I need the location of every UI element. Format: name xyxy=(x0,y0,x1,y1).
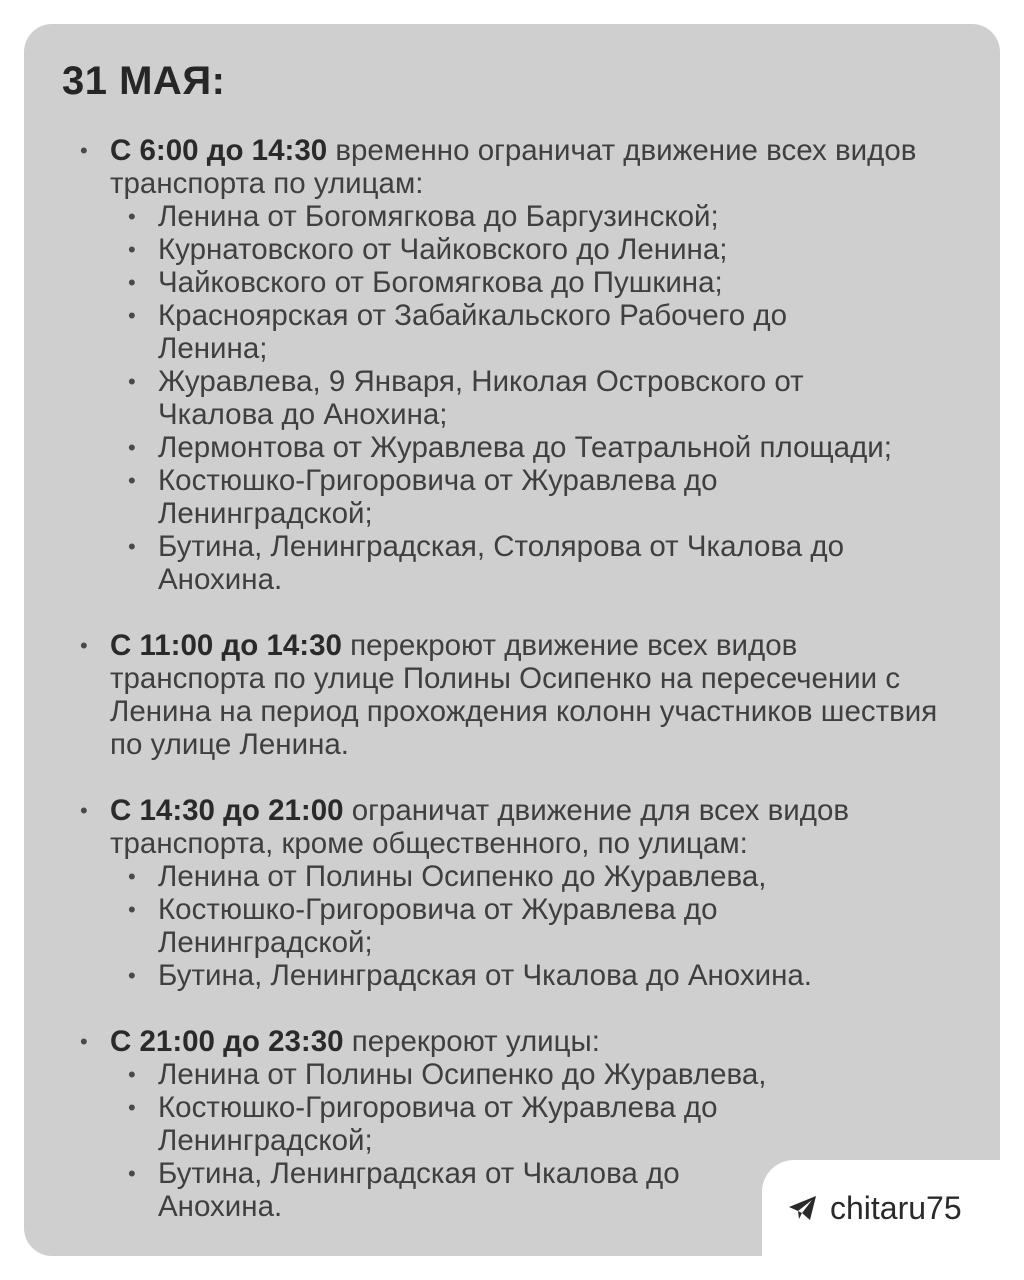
street-list xyxy=(110,860,970,992)
channel-handle: chitaru75 xyxy=(830,1190,962,1226)
time-range: С 6:00 до 14:30 xyxy=(110,134,328,167)
street-item xyxy=(110,233,970,266)
street-text: Журавлева, 9 Января, Николая Островского от Чкалова до Анохина; xyxy=(158,365,804,431)
street-item xyxy=(110,530,938,596)
bullet-icon: • xyxy=(128,534,136,559)
street-item xyxy=(110,1091,818,1157)
street-text: Костюшко-Григоровича от Журавлева до Ленинградской; xyxy=(158,464,718,530)
time-range: С 11:00 до 14:30 xyxy=(110,629,342,662)
street-item xyxy=(110,959,970,992)
bullet-icon: • xyxy=(128,435,136,460)
bullet-icon: • xyxy=(128,1161,136,1186)
street-item xyxy=(110,431,970,464)
page-title: 31 МАЯ: xyxy=(62,59,226,103)
bullet-icon: • xyxy=(80,798,88,823)
schedule-section xyxy=(0,794,970,992)
schedule-list xyxy=(0,134,1000,1256)
time-range: С 21:00 до 23:30 xyxy=(110,1025,344,1058)
section-description: перекроют улицы: xyxy=(343,1025,600,1058)
street-item xyxy=(110,1157,718,1223)
street-item xyxy=(110,1058,970,1091)
bullet-icon: • xyxy=(80,633,88,658)
section-description: временно ограничат движение всех видов транспорта по улицам: xyxy=(110,134,917,200)
bullet-icon: • xyxy=(128,204,136,229)
bullet-icon: • xyxy=(128,897,136,922)
street-text: Костюшко-Григоровича от Журавлева до Ленинградской; xyxy=(158,893,718,959)
bullet-icon: • xyxy=(128,303,136,328)
street-item xyxy=(110,893,818,959)
street-text: Бутина, Ленинградская, Столярова от Чкалова до Анохина. xyxy=(158,530,845,596)
bullet-icon: • xyxy=(128,237,136,262)
street-item xyxy=(110,200,970,233)
street-text: Костюшко-Григоровича от Журавлева до Ленинградской; xyxy=(158,1091,718,1157)
street-list xyxy=(110,200,970,596)
bullet-icon: • xyxy=(128,270,136,295)
street-text: Ленина от Богомягкова до Баргузинской; xyxy=(158,200,719,233)
street-text: Ленина от Полины Осипенко до Журавлева, xyxy=(158,1058,767,1091)
bullet-icon: • xyxy=(80,138,88,163)
bullet-icon: • xyxy=(128,1095,136,1120)
street-item xyxy=(110,464,818,530)
street-text: Курнатовского от Чайковского до Ленина; xyxy=(158,233,728,266)
street-item xyxy=(110,299,858,365)
section-description: перекроют движение всех видов транспорта по улице Полины Осипенко на пересечении с Ленина на период прохождения колонн участников шествия по улице Ленина. xyxy=(110,629,938,761)
street-text: Бутина, Ленинградская от Чкалова до Анохина. xyxy=(158,959,812,992)
street-text: Чайковского от Богомягкова до Пушкина; xyxy=(158,266,723,299)
street-item xyxy=(110,266,970,299)
channel-badge[interactable] xyxy=(762,1160,1000,1256)
telegram-plane-icon xyxy=(788,1194,818,1222)
schedule-section xyxy=(0,629,950,761)
schedule-section xyxy=(0,134,970,596)
street-item xyxy=(110,365,878,431)
bullet-icon: • xyxy=(128,1062,136,1087)
street-text: Ленина от Полины Осипенко до Журавлева, xyxy=(158,860,767,893)
street-text: Бутина, Ленинградская от Чкалова до Анохина. xyxy=(158,1157,680,1223)
bullet-icon: • xyxy=(128,963,136,988)
street-text: Красноярская от Забайкальского Рабочего до Ленина; xyxy=(158,299,788,365)
bullet-icon: • xyxy=(128,864,136,889)
street-item xyxy=(110,860,970,893)
section-description: ограничат движение для всех видов транспорта, кроме общественного, по улицам: xyxy=(110,794,850,860)
street-text: Лермонтова от Журавлева до Театральной площади; xyxy=(158,431,892,464)
time-range: С 14:30 до 21:00 xyxy=(110,794,344,827)
bullet-icon: • xyxy=(128,468,136,493)
bullet-icon: • xyxy=(80,1029,88,1054)
bullet-icon: • xyxy=(128,369,136,394)
